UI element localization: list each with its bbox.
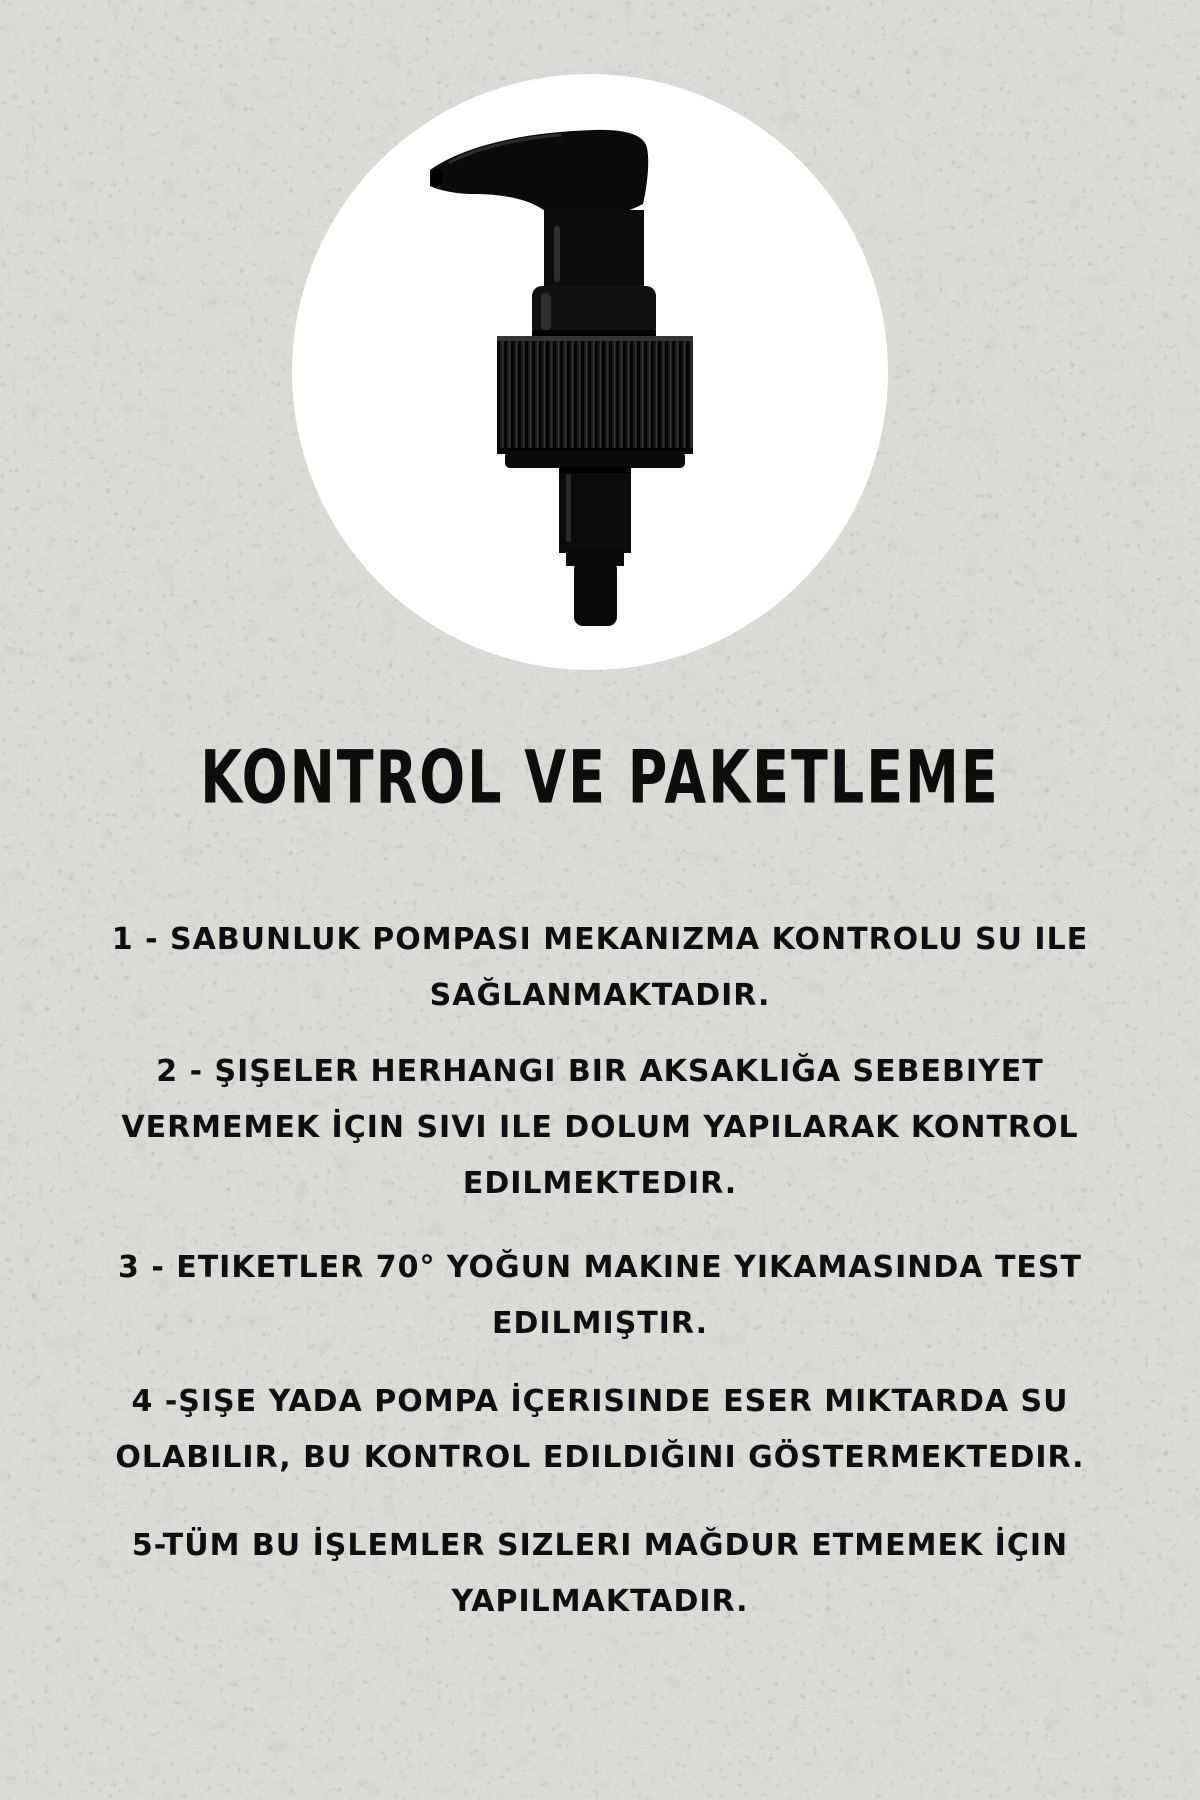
- packaging-step-4: [20, 1374, 1180, 1486]
- item-line: EDILMEKTEDIR.: [462, 1166, 738, 1201]
- item-line: EDILMIŞTIR.: [492, 1306, 708, 1341]
- item-line: 3 - ETIKETLER 70° YOĞUN MAKINE YIKAMASINDA TEST: [118, 1250, 1082, 1285]
- page-title-text: KONTROL VE PAKETLEME: [200, 734, 1000, 820]
- page-title: [0, 736, 1200, 820]
- item-line: VERMEMEK İÇIN SIVI ILE DOLUM YAPILARAK KONTROL: [121, 1110, 1079, 1145]
- packaging-step-1: [20, 912, 1180, 1024]
- item-line: SAĞLANMAKTADIR.: [429, 978, 771, 1013]
- item-line: 5-TÜM BU İŞLEMLER SIZLERI MAĞDUR ETMEMEK İÇIN: [131, 1528, 1069, 1563]
- item-line: 4 -ŞIŞE YADA POMPA İÇERISINDE ESER MIKTARDA SU: [131, 1384, 1069, 1419]
- item-line: 2 - ŞIŞELER HERHANGI BIR AKSAKLIĞA SEBEBIYET: [156, 1054, 1044, 1089]
- packaging-step-2: [20, 1044, 1180, 1212]
- item-line: OLABILIR, BU KONTROL EDILDIĞINI GÖSTERMEKTEDIR.: [115, 1440, 1085, 1475]
- item-line: YAPILMAKTADIR.: [451, 1584, 749, 1619]
- item-line: 1 - SABUNLUK POMPASI MEKANIZMA KONTROLU SU ILE: [111, 922, 1089, 957]
- packaging-step-3: [20, 1240, 1180, 1352]
- packaging-step-5: [20, 1518, 1180, 1630]
